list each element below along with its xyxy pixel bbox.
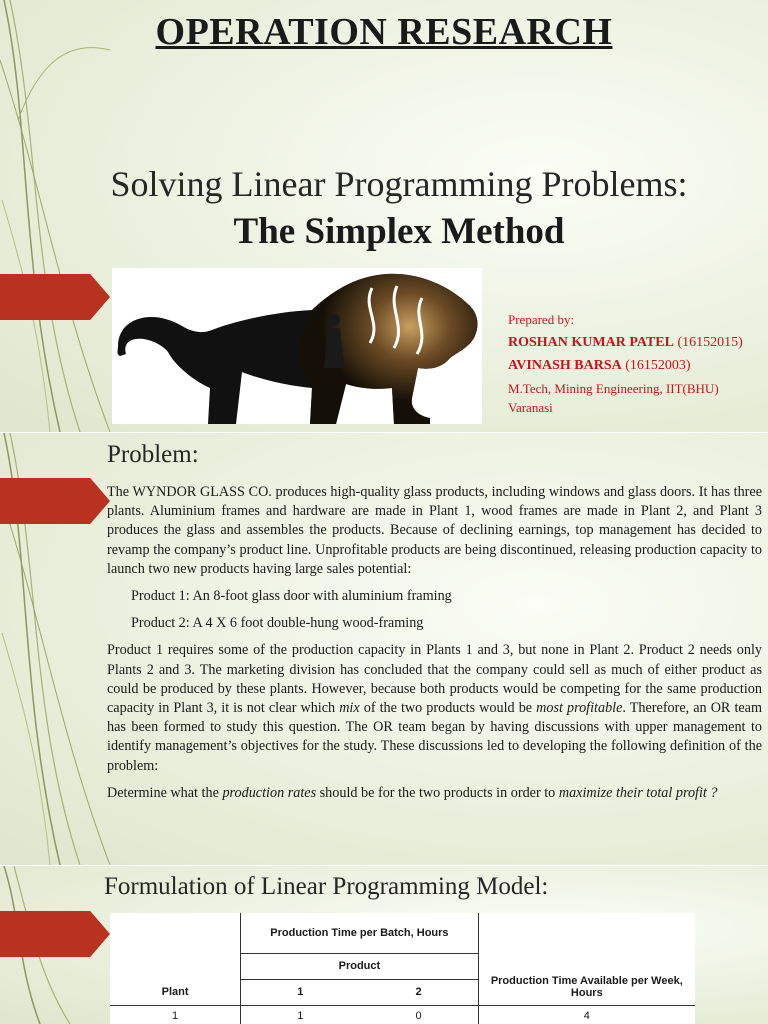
header-product: Product <box>241 953 478 979</box>
problem-body <box>107 483 762 811</box>
cell-available: 4 <box>478 1005 695 1024</box>
cell-plant: 1 <box>172 1010 179 1023</box>
red-arrow-marker <box>0 911 110 957</box>
cell-product-2: 0 <box>415 1010 422 1023</box>
problem-paragraph-1: The WYNDOR GLASS CO. produces high-quality glass products, including windows and glass doors. It has three plants. Aluminium frames and hardware are made in Plant 1, wood frames are made in Plant 2, and Plant 3 produces the glass and assembles the products. Because of declining earnings, top management has decided to revamp the company’s product line. Unprofitable products are being discontinued, releasing production capacity to launch two new products having large sales potential: <box>107 484 762 577</box>
product-1-line: Product 1: An 8-foot glass door with aluminium framing <box>131 588 452 605</box>
header-plant: Plant <box>161 985 189 998</box>
credits-block <box>508 310 763 421</box>
product-2-line: Product 2: A 4 X 6 foot double-hung wood-framing <box>131 615 424 632</box>
problem-paragraph-3: Determine what the production rates should be for the two products in order to maximize their total profit ? <box>107 784 718 801</box>
author-1-id: (16152015) <box>677 335 743 350</box>
affiliation: M.Tech, Mining Engineering, IIT(BHU) Varanasi <box>508 381 719 415</box>
title-slide <box>0 0 768 432</box>
author-2 <box>508 356 763 375</box>
author-1 <box>508 333 763 352</box>
slide-heading: OPERATION RESEARCH <box>155 11 613 53</box>
problem-slide <box>0 433 768 865</box>
table-row <box>110 1005 695 1024</box>
author-2-id: (16152003) <box>625 358 691 373</box>
header-time-per-batch: Production Time per Batch, Hours <box>241 913 478 953</box>
problem-title: Problem: <box>107 441 199 468</box>
red-arrow-marker <box>0 274 110 320</box>
make-in-india-lion-image <box>112 268 482 424</box>
production-time-table <box>110 913 695 1024</box>
header-time-available: Production Time Available per Week, Hours <box>478 913 695 1005</box>
header-product-2: 2 <box>415 986 422 998</box>
lion-silhouette-icon <box>112 268 482 424</box>
author-2-name: AVINASH BARSA <box>508 358 622 373</box>
formulation-slide <box>0 866 768 1024</box>
red-arrow-marker <box>0 478 110 524</box>
header-product-1: 1 <box>241 979 360 1005</box>
cell-product-1: 1 <box>241 1005 360 1024</box>
formulation-title: Formulation of Linear Programming Model: <box>104 873 549 900</box>
slide-subtitle: Solving Linear Programming Problems: <box>110 164 688 204</box>
problem-paragraph-2: Product 1 requires some of the production capacity in Plants 1 and 3, but none in Plant 2. Product 2 needs only Plants 2 and 3. The marketing division has concluded that the company could sell as much of either product as could be produced by these plants. However, because both products would be competing for the same production capacity in Plant 3, it is not clear which mix of the two products would be most profitable. Therefore, an OR team has been formed to study this question. The OR team began by having discussions with upper management to identify management’s objectives for the study. These discussions led to developing the following definition of the problem: <box>107 642 763 774</box>
author-1-name: ROSHAN KUMAR PATEL <box>508 335 674 350</box>
slide-main-title: The Simplex Method <box>233 211 565 252</box>
prepared-by-label: Prepared by: <box>508 312 575 327</box>
